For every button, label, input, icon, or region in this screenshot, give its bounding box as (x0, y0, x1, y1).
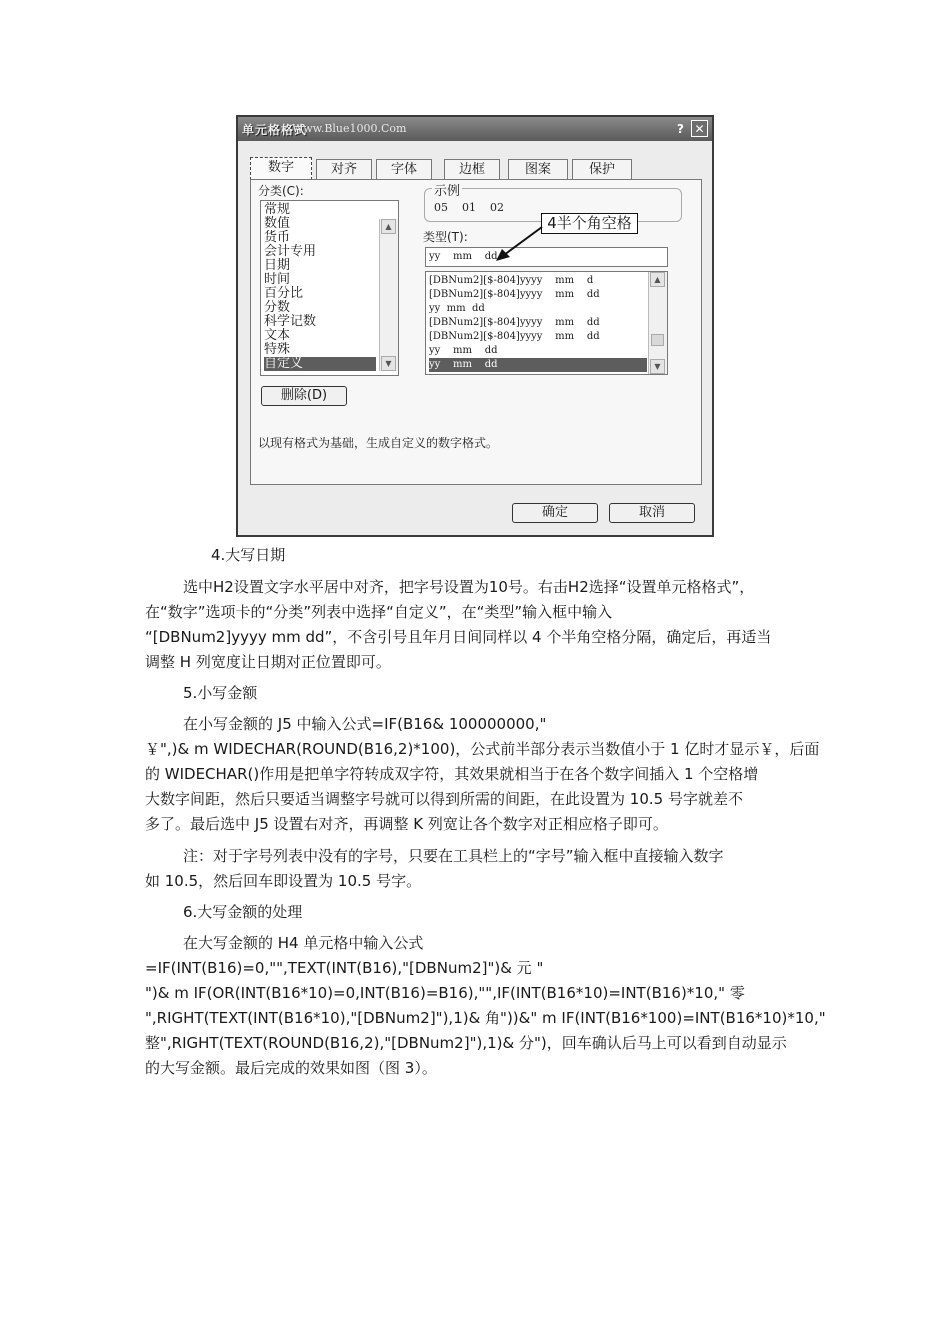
tab-patterns[interactable]: 图案 (508, 159, 568, 179)
type-list[interactable] (425, 271, 668, 375)
help-icon[interactable]: ? (677, 122, 684, 136)
paragraph-line: 的 WIDECHAR()作用是把单字符转成双字符，其效果就相当于在各个数字间插入 1 个空格增 (145, 765, 759, 783)
list-item[interactable]: 常规 (264, 202, 291, 217)
list-item[interactable]: 时间 (264, 272, 291, 287)
annotation-arrow-icon (488, 225, 548, 265)
list-item[interactable]: 文本 (264, 328, 291, 343)
list-item[interactable]: 会计专用 (264, 244, 317, 259)
close-icon[interactable]: ✕ (691, 120, 708, 137)
paragraph-line: 大数字间距，然后只要适当调整字号就可以得到所需的间距，在此设置为 10.5 号字就差不 (145, 790, 743, 808)
ok-button[interactable]: 确定 (512, 503, 598, 523)
annotation-callout: 4半个角空格 (541, 213, 638, 234)
scroll-down-icon[interactable]: ▼ (381, 356, 396, 371)
formula-line: ")& m IF(OR(INT(B16*10)=0,INT(B16)=B16),"",IF(INT(B16*10)=INT(B16)*10," 零 (145, 984, 745, 1002)
category-scrollbar[interactable] (379, 219, 398, 371)
tab-border[interactable]: 边框 (444, 159, 500, 179)
list-item[interactable]: 百分比 (264, 286, 304, 301)
list-item[interactable]: [DBNum2][$-804]yyyy mm dd (429, 317, 600, 328)
formula-line: =IF(INT(B16)=0,"",TEXT(INT(B16),"[DBNum2]")& 元 " (145, 959, 544, 977)
list-item[interactable]: 日期 (264, 258, 291, 273)
delete-button[interactable]: 删除(D) (261, 386, 347, 406)
section-heading: 6.大写金额的处理 (183, 903, 303, 921)
formula-line: ",RIGHT(TEXT(INT(B16*10),"[DBNum2]"),1)& 角"))&" m IF(INT(B16*100)=INT(B16*10)*10," (145, 1009, 826, 1027)
list-item[interactable]: [DBNum2][$-804]yyyy mm d (429, 275, 594, 286)
list-item[interactable]: [DBNum2][$-804]yyyy mm dd (429, 331, 600, 342)
list-item[interactable]: yy mm dd (429, 345, 498, 356)
scroll-up-icon[interactable]: ▲ (381, 219, 396, 234)
paragraph-line: 在大写金额的 H4 单元格中输入公式 (183, 934, 424, 952)
paragraph-line: ￥",)& m WIDECHAR(ROUND(B16,2)*100)，公式前半部分表示当数值小于 1 亿时才显示￥，后面 (145, 740, 820, 758)
paragraph-line: 调整 H 列宽度让日期对正位置即可。 (145, 653, 391, 671)
scroll-thumb[interactable] (651, 334, 664, 346)
tab-protection[interactable]: 保护 (572, 159, 632, 179)
watermark: Www.Blue1000.Com (292, 122, 407, 135)
section-heading: 5.小写金额 (183, 684, 258, 702)
type-scrollbar[interactable] (648, 272, 667, 374)
dialog-titlebar (238, 117, 712, 141)
list-item-selected[interactable]: yy mm dd (429, 358, 647, 372)
list-item[interactable]: 分数 (264, 300, 291, 315)
type-label: 类型(T): (423, 230, 468, 244)
type-input-value: yy mm dd (429, 251, 498, 262)
paragraph-line: “[DBNum2]yyyy mm dd”，不含引号且年月日间同样以 4 个半角空格分隔，确定后，再适当 (145, 628, 772, 646)
note-line: 如 10.5，然后回车即设置为 10.5 号字。 (145, 872, 422, 890)
scroll-down-icon[interactable]: ▼ (650, 359, 665, 374)
paragraph-line: 在“数字”选项卡的“分类”列表中选择“自定义”，在“类型”输入框中输入 (145, 603, 613, 621)
sample-value: 05 01 02 (434, 201, 504, 214)
paragraph-line: 多了。最后选中 J5 设置右对齐，再调整 K 列宽让各个数字对正相应格子即可。 (145, 815, 668, 833)
format-cells-dialog (236, 115, 714, 537)
list-item[interactable]: 特殊 (264, 342, 291, 357)
dialog-title: 单元格格式 (242, 123, 308, 137)
description-text: 以现有格式为基础，生成自定义的数字格式。 (258, 436, 499, 450)
list-item[interactable]: yy mm dd (429, 303, 485, 314)
list-item[interactable]: 货币 (264, 230, 291, 245)
scroll-up-icon[interactable]: ▲ (650, 272, 665, 287)
list-item-selected[interactable]: 自定义 (264, 357, 376, 371)
paragraph-line: 选中H2设置文字水平居中对齐，把字号设置为10号。右击H2选择“设置单元格格式”， (183, 578, 755, 596)
tab-number[interactable]: 数字 (250, 157, 312, 180)
list-item[interactable]: [DBNum2][$-804]yyyy mm dd (429, 289, 600, 300)
paragraph-line: 的大写金额。最后完成的效果如图（图 3）。 (145, 1059, 437, 1077)
note-line: 注：对于字号列表中没有的字号，只要在工具栏上的“字号”输入框中直接输入数字 (183, 847, 724, 865)
category-list[interactable] (260, 200, 399, 376)
section-heading: 4.大写日期 (211, 546, 286, 564)
cancel-button[interactable]: 取消 (609, 503, 695, 523)
category-label: 分类(C): (258, 184, 304, 198)
formula-line: 整",RIGHT(TEXT(ROUND(B16,2),"[DBNum2]"),1)& 分")，回车确认后马上可以看到自动显示 (145, 1034, 787, 1052)
list-item[interactable]: 数值 (264, 216, 291, 231)
list-item[interactable]: 科学记数 (264, 314, 317, 329)
paragraph-line: 在小写金额的 J5 中输入公式=IF(B16& 100000000," (183, 715, 547, 733)
tab-font[interactable]: 字体 (376, 159, 432, 179)
sample-label: 示例 (432, 180, 462, 199)
tab-alignment[interactable]: 对齐 (316, 159, 372, 179)
